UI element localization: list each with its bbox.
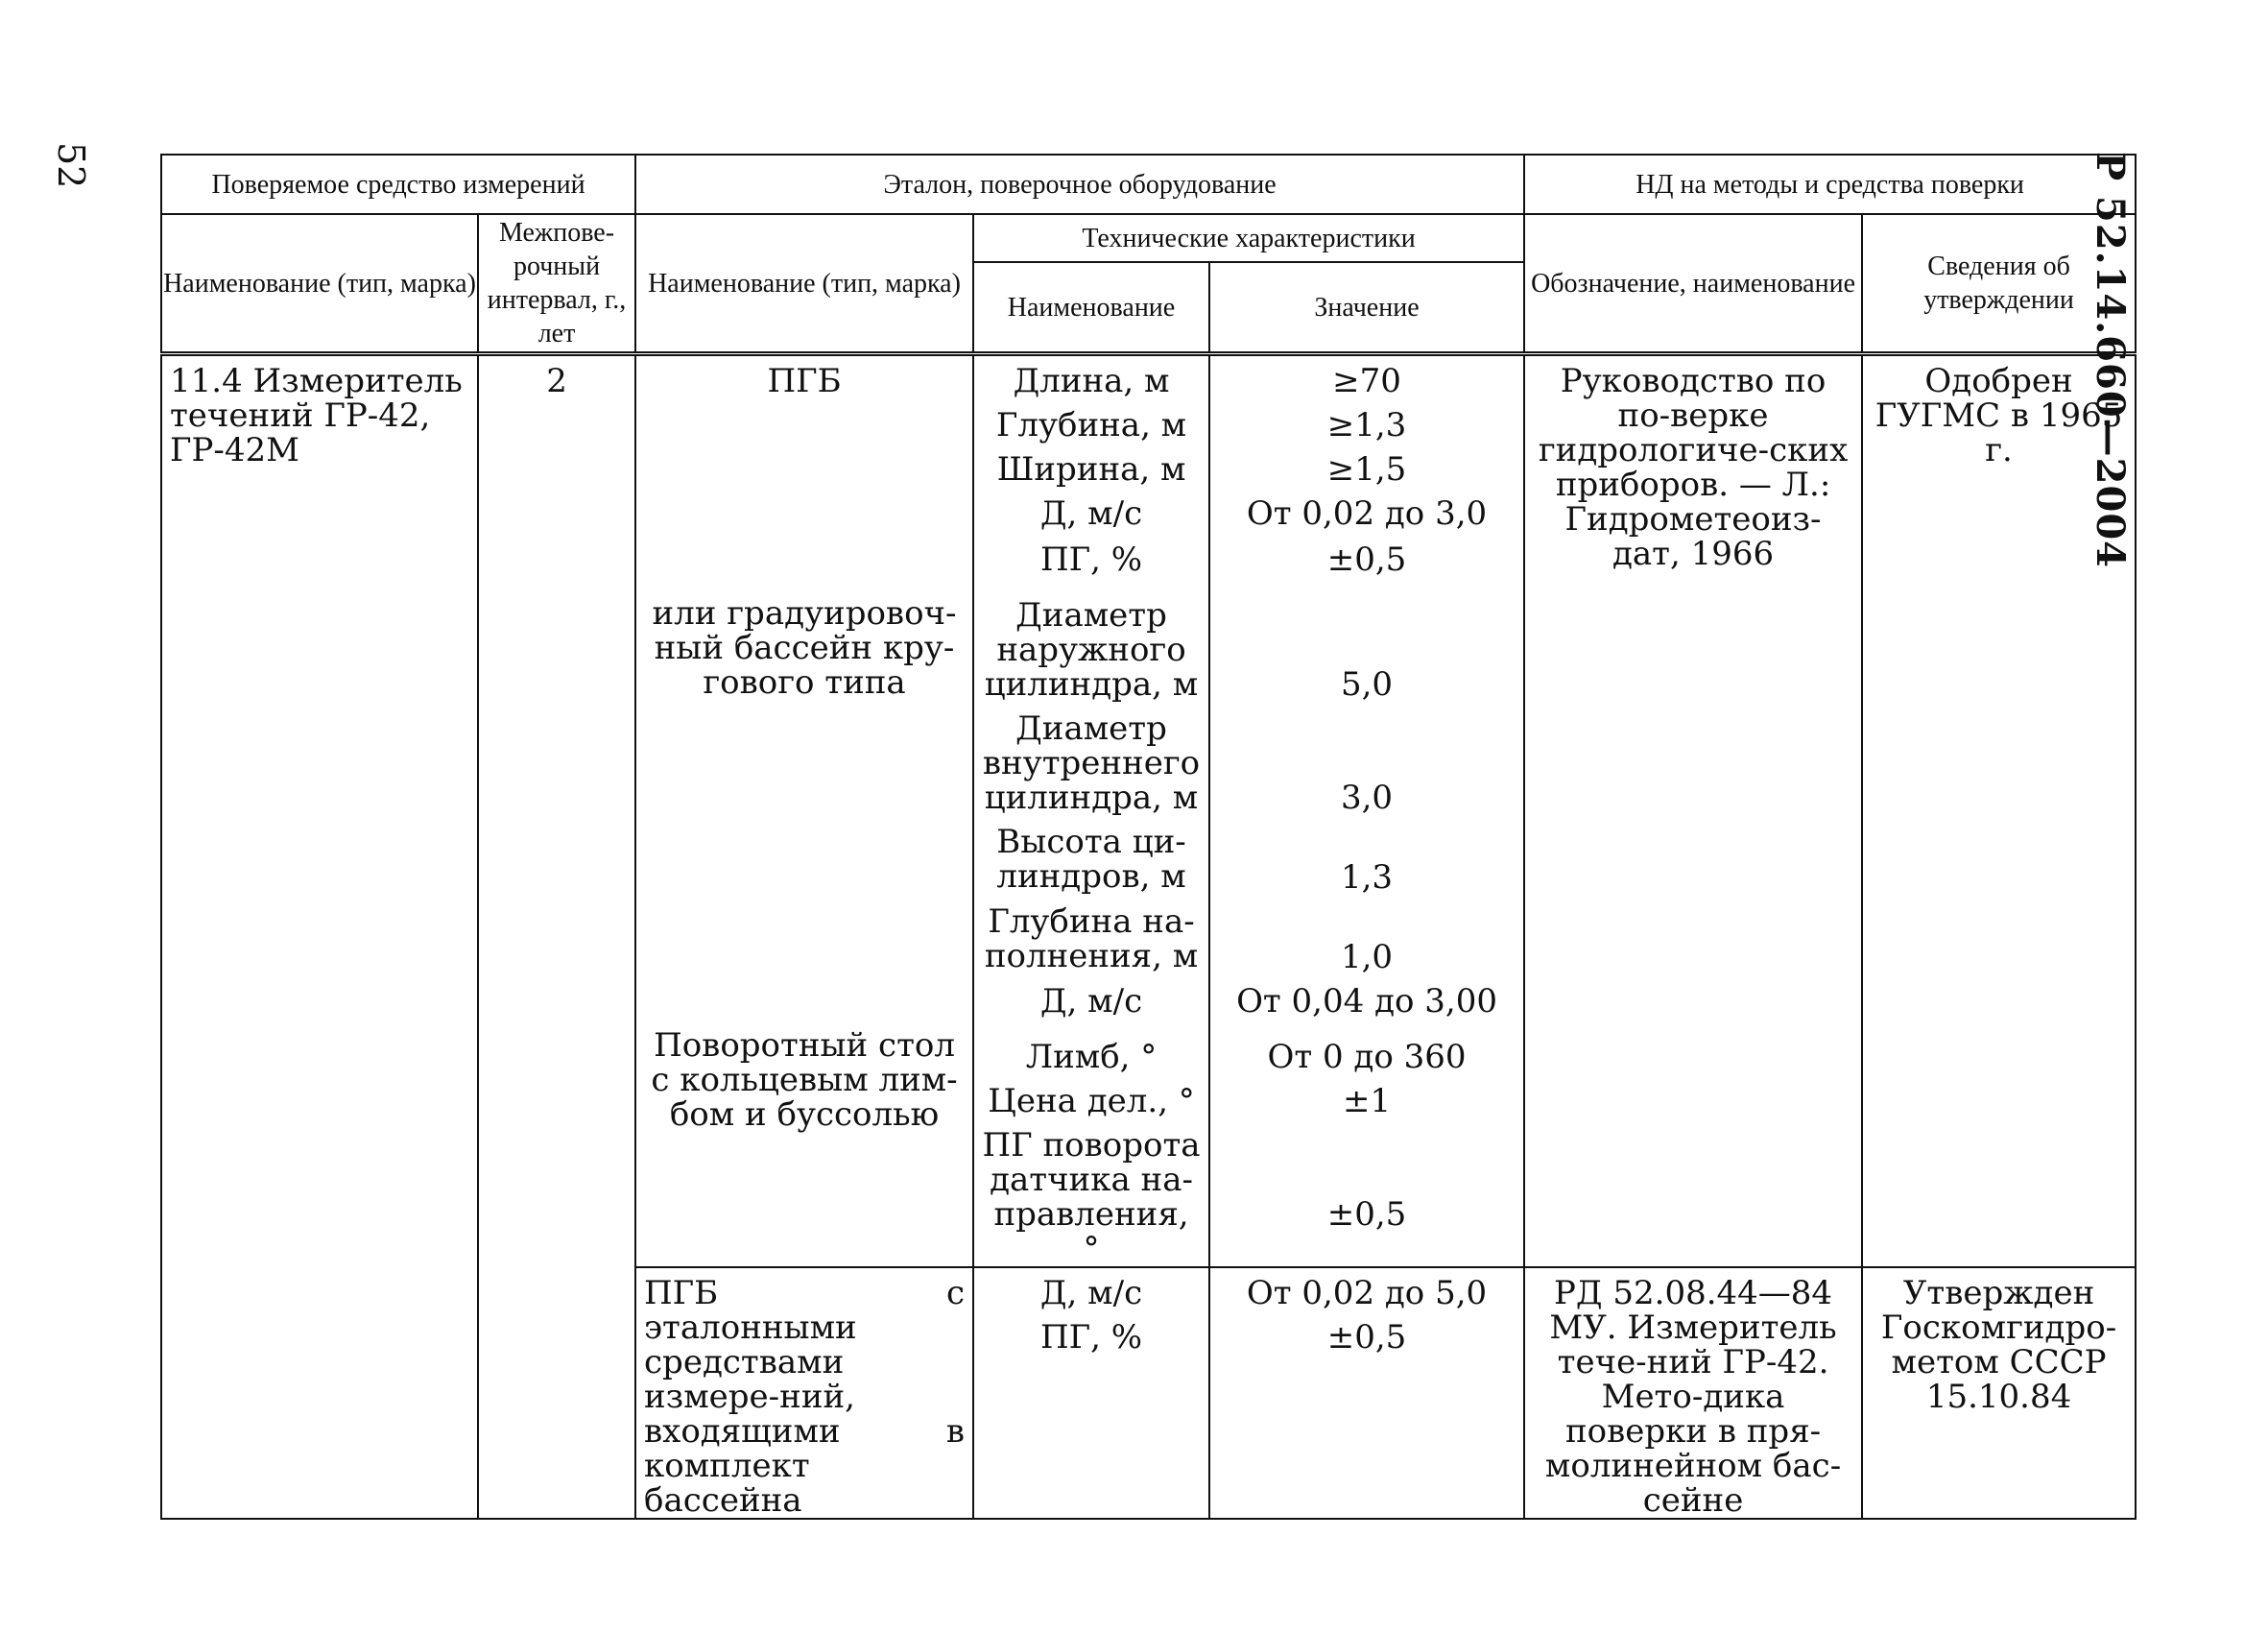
- characteristic-name: ПГ, %: [1039, 1318, 1143, 1357]
- header-etalon-name: Наименование (тип, марка): [635, 214, 973, 354]
- characteristic-name: ПГ поворота датчика на-правления, °: [982, 1126, 1201, 1269]
- characteristic-values-cell: [1209, 354, 1524, 1268]
- header-tech-name: Наименование: [973, 262, 1209, 354]
- characteristic-value: ≥70: [1332, 362, 1401, 400]
- characteristic-value: 1,0: [1340, 938, 1394, 976]
- characteristic-name: Диаметр наружного цилиндра, м: [984, 596, 1199, 705]
- etalon-name: ПГБ: [767, 362, 842, 400]
- nd-designation: РД 52.08.44—84 МУ. Измеритель тече-ний ГР-42. Мето-дика поверки в пря-молинейном бас-сейне: [1524, 1267, 1862, 1519]
- characteristic-value: ≥1,3: [1326, 406, 1407, 444]
- characteristic-name: Д, м/с: [1039, 494, 1143, 533]
- characteristic-value: 3,0: [1340, 779, 1394, 817]
- characteristic-name: Длина, м: [1013, 362, 1170, 400]
- header-approval: Сведения об утверждении: [1862, 214, 2136, 354]
- characteristic-name: Высота ци-линдров, м: [996, 823, 1186, 897]
- characteristic-name: Цена дел., °: [988, 1082, 1195, 1120]
- characteristic-value: ±0,5: [1326, 1195, 1407, 1234]
- characteristic-value: 1,3: [1340, 858, 1394, 897]
- characteristic-name: Глубина на-полнения, м: [984, 902, 1199, 976]
- header-etalon-equipment: Эталон, поверочное оборудование: [635, 155, 1524, 214]
- verification-table: [160, 154, 2137, 1520]
- etalon-name: Поворотный стол с кольцевым лим-бом и буссолью: [651, 1026, 958, 1135]
- verification-interval: 2: [478, 354, 635, 1520]
- characteristic-value: ±1: [1342, 1082, 1392, 1120]
- characteristic-name: ПГ, %: [1039, 540, 1143, 579]
- characteristic-value: 5,0: [1340, 665, 1394, 704]
- characteristic-value: ≥1,5: [1326, 450, 1407, 489]
- characteristic-name: Ширина, м: [996, 450, 1186, 489]
- characteristic-values-cell: [1209, 1267, 1524, 1519]
- instrument-name: 11.4 Измеритель течений ГР-42, ГР-42М: [161, 354, 478, 1520]
- characteristic-value: От 0 до 360: [1267, 1038, 1467, 1076]
- etalon-name: ПГБ с эталонными средствами измере-ний, входящими в комплект бассейна: [635, 1267, 973, 1519]
- characteristic-names-cell: [973, 354, 1209, 1268]
- etalon-name: или градуировоч-ный бассейн кру-гового типа: [652, 594, 957, 703]
- characteristic-value: От 0,02 до 3,0: [1246, 494, 1488, 533]
- characteristic-names-cell: [973, 1267, 1209, 1519]
- header-interval: Межпове-рочный интервал, г., лет: [478, 214, 635, 354]
- characteristic-value: ±0,5: [1326, 540, 1407, 579]
- header-verified-instrument: Поверяемое средство измерений: [161, 155, 635, 214]
- characteristic-name: Д, м/с: [1039, 1274, 1143, 1313]
- nd-approval: Утвержден Госкомгидро-метом СССР 15.10.84: [1862, 1267, 2136, 1519]
- document-code: Р 52.14.660—2004: [2088, 152, 2133, 569]
- header-designation: Обозначение, наименование: [1524, 214, 1862, 354]
- header-name: Наименование (тип, марка): [161, 214, 478, 354]
- nd-approval: Одобрен ГУГМС в 1965 г.: [1862, 354, 2136, 1268]
- characteristic-value: От 0,04 до 3,00: [1236, 982, 1497, 1021]
- header-nd-methods: НД на методы и средства поверки: [1524, 155, 2136, 214]
- header-tech-characteristics: Технические характеристики: [973, 214, 1524, 262]
- characteristic-value: От 0,02 до 5,0: [1246, 1274, 1488, 1313]
- header-tech-value: Значение: [1209, 262, 1524, 354]
- characteristic-name: Диаметр внутреннего цилиндра, м: [982, 709, 1201, 818]
- nd-designation: Руководство по по-верке гидрологиче-ских приборов. — Л.: Гидрометеоиз-дат, 1966: [1524, 354, 1862, 1268]
- etalon-names-cell: [635, 354, 973, 1268]
- characteristic-value: ±0,5: [1326, 1318, 1407, 1357]
- characteristic-name: Лимб, °: [1025, 1038, 1158, 1076]
- characteristic-name: Глубина, м: [995, 406, 1187, 444]
- characteristic-name: Д, м/с: [1039, 982, 1143, 1021]
- page-number: 52: [50, 142, 92, 189]
